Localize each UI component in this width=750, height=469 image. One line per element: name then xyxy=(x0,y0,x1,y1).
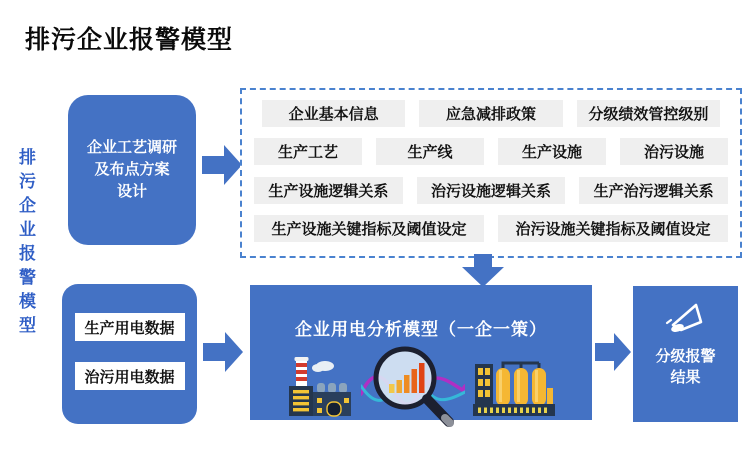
megaphone-icon xyxy=(662,298,710,340)
arrow-right-icon xyxy=(595,331,631,373)
side-label: 排污企业报警模型 xyxy=(16,148,35,340)
info-item: 应急减排政策 xyxy=(419,100,562,127)
power-data-box xyxy=(62,284,197,424)
analysis-model-icons xyxy=(250,342,592,418)
refinery-icon xyxy=(473,356,555,418)
info-item: 分级绩效管控级别 xyxy=(577,100,720,127)
info-item: 生产线 xyxy=(376,138,484,165)
result-box xyxy=(633,286,738,422)
info-item: 生产工艺 xyxy=(254,138,362,165)
info-item: 生产设施关键指标及阈值设定 xyxy=(254,215,484,242)
survey-box-line: 企业工艺调研 xyxy=(86,139,177,157)
info-row xyxy=(254,138,728,165)
arrow-right-icon xyxy=(202,143,242,187)
analysis-model-box xyxy=(250,285,592,420)
power-data-item: 治污用电数据 xyxy=(75,362,185,390)
arrow-down-icon xyxy=(461,254,505,287)
arrow-right-icon xyxy=(203,330,243,374)
info-row xyxy=(254,177,728,204)
power-data-item: 生产用电数据 xyxy=(75,313,185,341)
factory-icon xyxy=(287,356,353,418)
info-item: 生产设施逻辑关系 xyxy=(254,177,403,204)
info-item: 企业基本信息 xyxy=(262,100,405,127)
info-item: 治污设施 xyxy=(620,138,728,165)
info-item: 生产设施 xyxy=(498,138,606,165)
info-row xyxy=(254,100,728,127)
result-line: 分级报警 xyxy=(655,348,716,365)
survey-box-line: 及布点方案 xyxy=(94,161,170,179)
page-title: 排污企业报警模型 xyxy=(25,26,234,54)
chart-magnifier-icon xyxy=(361,342,465,430)
info-row xyxy=(254,215,728,242)
info-item: 治污设施逻辑关系 xyxy=(417,177,566,204)
info-panel xyxy=(240,88,742,258)
survey-box-line: 设计 xyxy=(116,182,147,200)
result-text xyxy=(655,346,715,388)
info-item: 治污设施关键指标及阈值设定 xyxy=(498,215,728,242)
survey-box xyxy=(68,95,196,245)
analysis-model-title: 企业用电分析模型（一企一策） xyxy=(295,320,547,339)
result-line: 结果 xyxy=(670,369,701,386)
info-item: 生产治污逻辑关系 xyxy=(579,177,728,204)
